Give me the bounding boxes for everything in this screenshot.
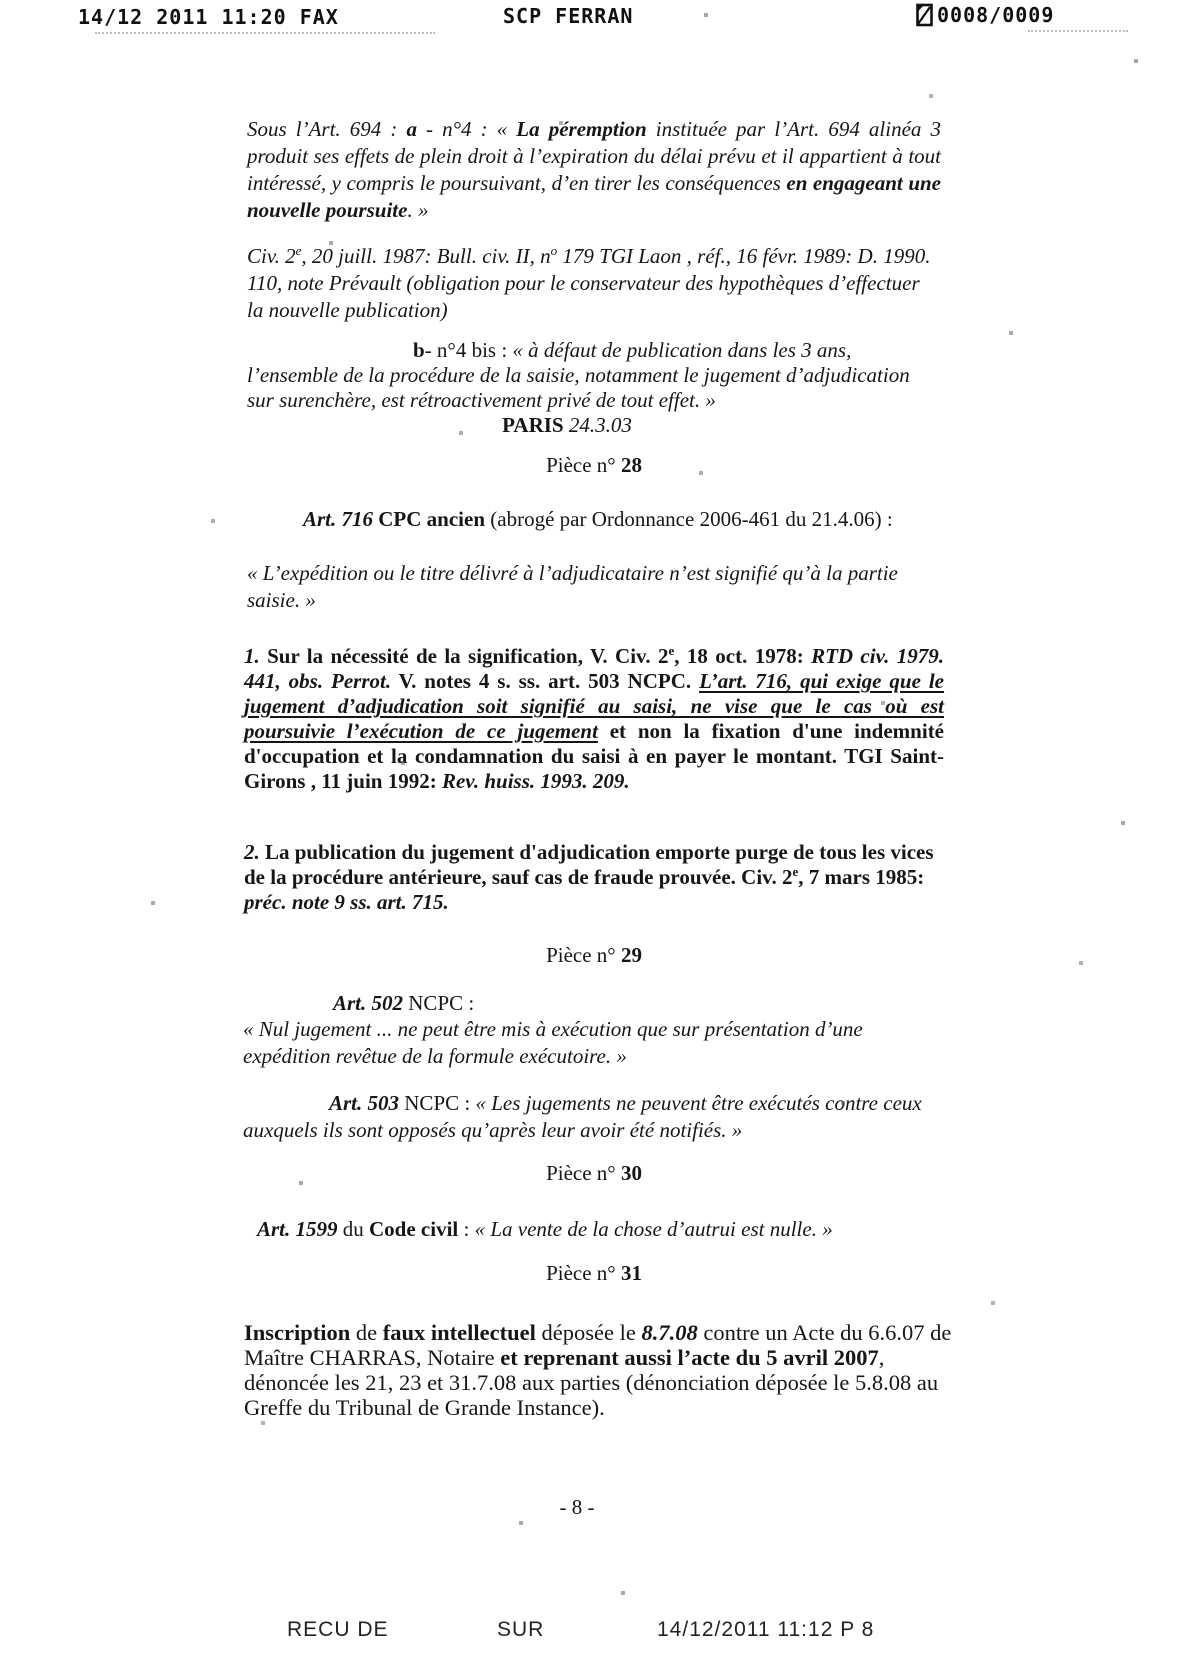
text-run: Art. 503	[329, 1091, 400, 1115]
text-run: La publication du jugement d'adjudication emporte purge de tous les vices de la procédure antérieure, sauf cas de fraude prouvée. Civ. 2	[244, 840, 934, 889]
text-run: Art. 1599	[257, 1217, 338, 1241]
text-run: - n°4 bis :	[424, 338, 513, 362]
text-run: a	[406, 117, 417, 141]
text-run: en engageant une nouvelle poursuite	[247, 171, 941, 222]
text-run: :	[458, 1217, 475, 1241]
text-run: « à défaut de publication dans les 3 ans, l’ensemble de la procédure de la saisie, notamment le jugement d’adjudication sur surenchère, est rétroactivement privé de tout effet. »	[247, 338, 910, 412]
text-run: 179 TGI Laon , réf., 16 févr. 1989: D. 1990. 110, note Prévault (obligation pour le conservateur des hypothèques d’effectuer la nouvelle publication)	[247, 244, 931, 322]
page-count-icon	[916, 3, 934, 27]
text-run: faux intellectuel	[382, 1320, 536, 1345]
text-run: Pièce n°	[546, 453, 621, 477]
paragraph-b-n4-bis	[247, 338, 911, 413]
paragraph-inscription-faux	[244, 1320, 952, 1420]
text-run: 30	[620, 1161, 642, 1185]
text-run: contre un Acte du 6.6.07 de Maître CHARRAS, Notaire	[244, 1320, 952, 1370]
text-run: déposée le	[535, 1320, 642, 1345]
annotation-note-2	[244, 840, 944, 915]
text-run: b	[413, 338, 425, 362]
piece-label-31	[247, 1260, 941, 1286]
text-run: Code civil	[369, 1217, 459, 1241]
text-run: 2.	[244, 840, 260, 864]
text-run: Inscription	[244, 1320, 351, 1345]
text-run: NCPC :	[403, 991, 475, 1015]
text-run: e	[668, 643, 675, 658]
fax-sent-timestamp: 14/12 2011 11:20 FAX	[78, 5, 339, 29]
text-run: , 20 juill. 1987: Bull. civ. II, n	[301, 244, 551, 268]
text-run: 1.	[244, 644, 260, 668]
footer-recu-de-label: RECU DE	[287, 1618, 389, 1641]
annotation-note-1	[244, 644, 944, 794]
article-1599-paragraph	[257, 1216, 961, 1242]
text-run: e	[792, 864, 799, 879]
text-run: et reprenant aussi l’acte du 5 avril 2007	[500, 1345, 879, 1370]
scan-artifact-line	[95, 32, 435, 34]
text-run: Art. 716	[303, 507, 374, 531]
text-run: RTD civ. 1979. 441, obs. Perrot.	[244, 644, 944, 693]
text-run: , dénoncée les 21, 23 et 31.7.08 aux parties (dénonciation déposée le 5.8.08 au Greffe du Tribunal de Grande Instance).	[244, 1345, 939, 1420]
text-run: - n°4 : «	[416, 117, 517, 141]
text-run: 28	[620, 453, 642, 477]
text-run: et non la fixation d'une indemnité d'occupation et la condamnation du saisi à en payer le montant. TGI Saint-Girons , 11 juin 1992:	[244, 719, 945, 793]
text-run: CPC ancien	[378, 507, 486, 531]
piece-label-30	[247, 1160, 941, 1186]
text-run: de	[350, 1320, 383, 1345]
article-502-heading	[247, 990, 941, 1016]
reference-paris-24-3-03	[247, 412, 887, 438]
text-run: « L’expédition ou le titre délivré à l’adjudicataire n’est signifié qu’à la partie saisie. »	[247, 561, 898, 612]
text-run: (abrogé par Ordonnance 2006-461 du 21.4.06) :	[485, 507, 893, 531]
text-run: L’art. 716, qui exige que le jugement d’adjudication soit signifié au saisi, ne vise que le cas où est poursuivie l’exécution de ce jugement	[244, 669, 945, 743]
text-run: Sur la nécessité de la signification, V. Civ. 2	[259, 644, 669, 668]
article-716-heading	[247, 506, 947, 532]
text-run: « Les jugements ne peuvent être exécutés contre ceux auxquels ils sont opposés qu’après leur avoir été notifiés. »	[243, 1091, 922, 1142]
text-run: , 7 mars 1985:	[798, 865, 925, 889]
text-run: Civ. 2	[247, 244, 296, 268]
text-run: 8.7.08	[641, 1320, 698, 1345]
text-run: 24.3.03	[563, 413, 632, 437]
paragraph-sous-art-694	[247, 116, 941, 224]
text-run: NCPC :	[399, 1091, 476, 1115]
text-run: « La vente de la chose d’autrui est nulle. »	[474, 1217, 833, 1241]
text-run: Art. 502	[333, 991, 404, 1015]
text-run: Rev. huiss. 1993. 209.	[441, 769, 630, 793]
text-run: e	[295, 243, 302, 258]
piece-label-29	[247, 942, 941, 968]
text-run: 31	[620, 1261, 642, 1285]
text-run: o	[550, 243, 558, 258]
text-run: instituée par l’Art. 694 alinéa 3 produit ses effets de plein droit à l’expiration du délai prévu et il appartient à tout intéressé, y compris le poursuivant, d’en tirer les conséquences	[247, 117, 941, 195]
article-503-paragraph	[243, 1090, 947, 1144]
text-run: du	[337, 1217, 370, 1241]
text-run: PARIS	[502, 413, 564, 437]
text-run: Pièce n°	[546, 943, 621, 967]
text-run: V. notes 4 s. ss. art. 503 NCPC.	[391, 669, 700, 693]
article-716-quote	[247, 560, 941, 614]
text-run: Pièce n°	[546, 1261, 621, 1285]
scan-artifact-line	[1028, 30, 1128, 32]
footer-sur-label: SUR	[497, 1618, 545, 1641]
page-number: - 8 -	[559, 1495, 595, 1519]
text-run: « Nul jugement ... ne peut être mis à exécution que sur présentation d’une expédition revêtue de la formule exécutoire. »	[243, 1017, 863, 1068]
fax-page-count	[916, 2, 1054, 27]
fax-page-count-value: 0008/0009	[937, 2, 1055, 27]
text-run: . »	[407, 198, 429, 222]
paragraph-citation-civ-2e-1987	[247, 243, 941, 324]
text-run: Pièce n°	[546, 1161, 621, 1185]
scan-noise-specks	[0, 0, 2, 2]
text-run: préc. note 9 ss. art. 715.	[244, 890, 449, 914]
text-run: La péremption	[516, 117, 647, 141]
fax-sender-name: SCP FERRAN	[503, 4, 634, 28]
text-run: Sous l’Art. 694 :	[247, 117, 407, 141]
text-run: 29	[620, 943, 642, 967]
piece-label-28	[247, 452, 941, 478]
article-502-quote	[243, 1016, 941, 1070]
text-run: , 18 oct. 1978:	[674, 644, 812, 668]
footer-received-timestamp: 14/12/2011 11:12 P 8	[657, 1618, 875, 1641]
